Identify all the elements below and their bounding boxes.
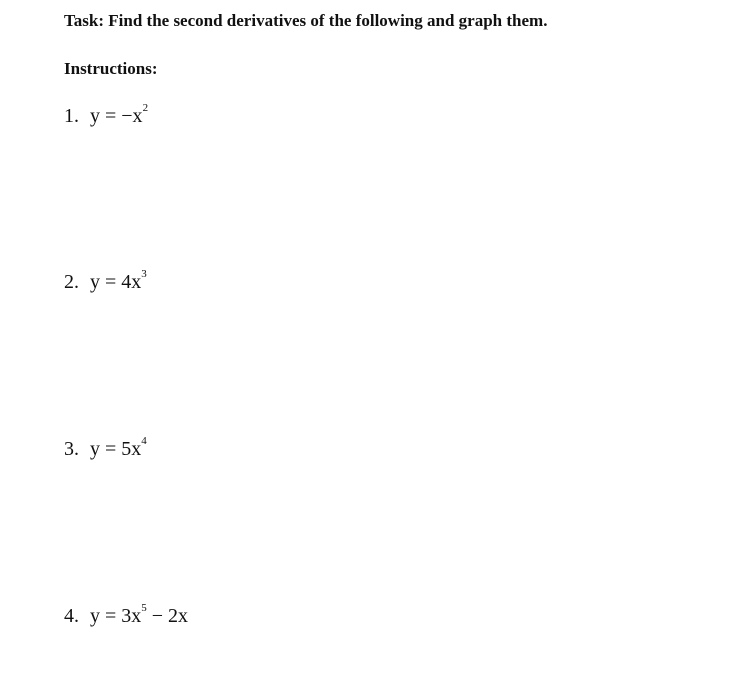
problem-number: 3. [64, 438, 79, 460]
equation-exponent: 3 [141, 268, 147, 281]
equation-3 [90, 435, 147, 461]
task-heading: Task: Find the second derivatives of the following and graph them. [64, 11, 548, 30]
equation-base: y = −x [90, 105, 143, 127]
equation-exponent: 2 [142, 102, 149, 115]
instructions-heading: Instructions: [64, 59, 158, 78]
problem-number: 1. [64, 105, 79, 127]
equation-base: y = 4x [90, 271, 142, 293]
equation-2 [90, 268, 147, 294]
equation-4 [90, 602, 189, 628]
problem-item-2 [64, 268, 147, 294]
equation-exponent: 5 [141, 602, 147, 615]
equation-exponent: 4 [141, 435, 147, 448]
problem-item-1 [64, 102, 149, 128]
equation-tail: − 2x [146, 605, 189, 627]
problem-item-3 [64, 435, 147, 461]
equation-base: y = 5x [90, 438, 142, 460]
equation-base: y = 3x [90, 605, 142, 627]
problem-item-4 [64, 602, 189, 628]
problem-number: 4. [64, 605, 79, 627]
problem-number: 2. [64, 271, 79, 293]
equation-1 [90, 102, 149, 128]
